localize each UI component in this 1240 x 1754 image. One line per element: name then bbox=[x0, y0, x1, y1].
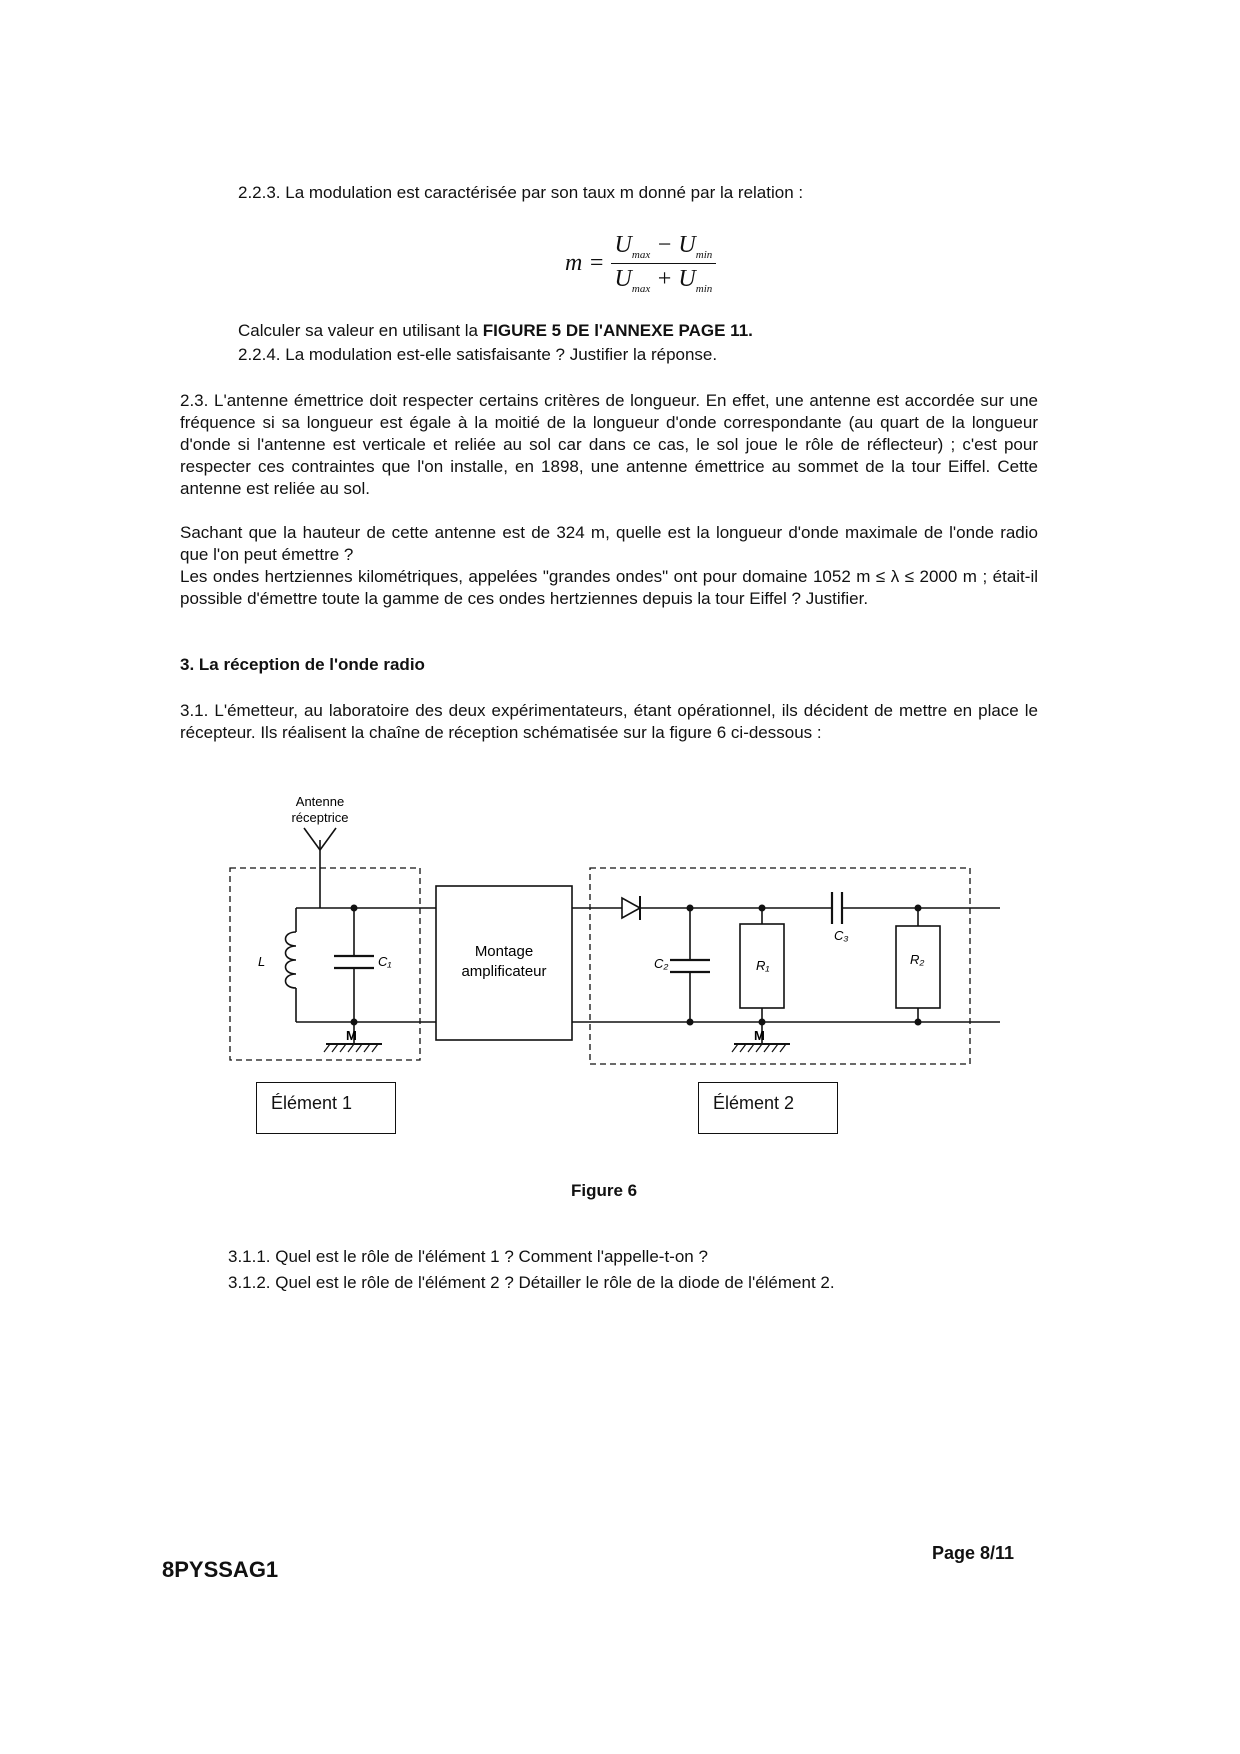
capacitor-C3-label: C₃ bbox=[834, 928, 849, 943]
page-number: Page 8/11 bbox=[932, 1543, 1015, 1563]
question-3-1-1: 3.1.1. Quel est le rôle de l'élément 1 ? Comment l'appelle-t-on ? bbox=[228, 1247, 708, 1266]
capacitor-C2-label: C₂ bbox=[654, 956, 669, 971]
question-2-2-3: 2.2.3. La modulation est caractérisée par son taux m donné par la relation : bbox=[238, 183, 804, 202]
ground2-hatch bbox=[732, 1044, 786, 1052]
element1-label-box: Élément 1 bbox=[256, 1082, 396, 1134]
formula-numerator: $U_{max} - U_{min}$ bbox=[611, 232, 717, 264]
diode-triangle bbox=[622, 898, 640, 918]
formula-lhs: m = bbox=[565, 249, 605, 276]
antenna-label-line2: réceptrice bbox=[291, 810, 349, 825]
antenna-label-line1: Antenne bbox=[295, 794, 345, 809]
inductor-label: L bbox=[258, 954, 266, 969]
resistor-R2-label: R₂ bbox=[910, 952, 925, 967]
calc-instruction: Calculer sa valeur en utilisant la FIGURE 5 DE l'ANNEXE PAGE 11. bbox=[238, 321, 753, 340]
amplifier-label-line1: Montage bbox=[474, 943, 534, 960]
formula-denominator: $U_{max} + U_{min}$ bbox=[614, 265, 713, 295]
inductor-L bbox=[286, 932, 297, 988]
resistor-R2 bbox=[896, 926, 940, 1008]
amplifier-label-line2: amplificateur bbox=[461, 963, 547, 980]
ground2-label: M bbox=[754, 1028, 765, 1043]
element2-label-box: Élément 2 bbox=[698, 1082, 838, 1134]
ground1-label: M bbox=[346, 1028, 357, 1043]
section-3-title: 3. La réception de l'onde radio bbox=[180, 655, 425, 674]
antenna-arm-left bbox=[304, 828, 320, 850]
question-3-1-2: 3.1.2. Quel est le rôle de l'élément 2 ? Détailler le rôle de la diode de l'élément 2. bbox=[228, 1273, 835, 1292]
paragraph-grandes-ondes: Les ondes hertziennes kilométriques, appelées "grandes ondes" ont pour domaine 1052 m ≤ λ ≤ 2000 m ; était-il possible d'émettre toute la gamme de ces ondes hertziennes depuis la tour Eiffel ? Justifier. bbox=[180, 567, 1038, 608]
capacitor-C1-label: C₁ bbox=[378, 954, 392, 969]
question-3-1: 3.1. L'émetteur, au laboratoire des deux expérimentateurs, étant opérationnel, ils décident de mettre en place le récepteur. Ils réalisent la chaîne de réception schématisée sur la figure 6 ci-dessous : bbox=[180, 701, 1038, 742]
document-code: 8PYSSAG1 bbox=[162, 1557, 279, 1582]
paragraph-antenna-question: Sachant que la hauteur de cette antenne est de 324 m, quelle est la longueur d'onde maximale de l'onde radio que l'on peut émettre ? bbox=[180, 523, 1038, 564]
ground1-hatch bbox=[324, 1044, 378, 1052]
question-2-2-4: 2.2.4. La modulation est-elle satisfaisante ? Justifier la réponse. bbox=[238, 345, 718, 364]
resistor-R1-label: R₁ bbox=[756, 958, 770, 973]
figure-caption: Figure 6 bbox=[571, 1181, 638, 1200]
antenna-arm-right bbox=[320, 828, 336, 850]
paragraph-2-3: 2.3. L'antenne émettrice doit respecter certains critères de longueur. En effet, une antenne est accordée sur une fréquence si sa longueur est égale à la moitié de la longueur d'onde correspondante (au quart de la longueur d'onde si l'antenne est verticale et reliée au sol car dans ce cas, le sol joue le rôle de réflecteur) ; c'est pour respecter ces contraintes que l'on installe, en 1898, une antenne émettrice au sommet de la tour Eiffel. Cette antenne est reliée au sol. bbox=[180, 391, 1038, 498]
